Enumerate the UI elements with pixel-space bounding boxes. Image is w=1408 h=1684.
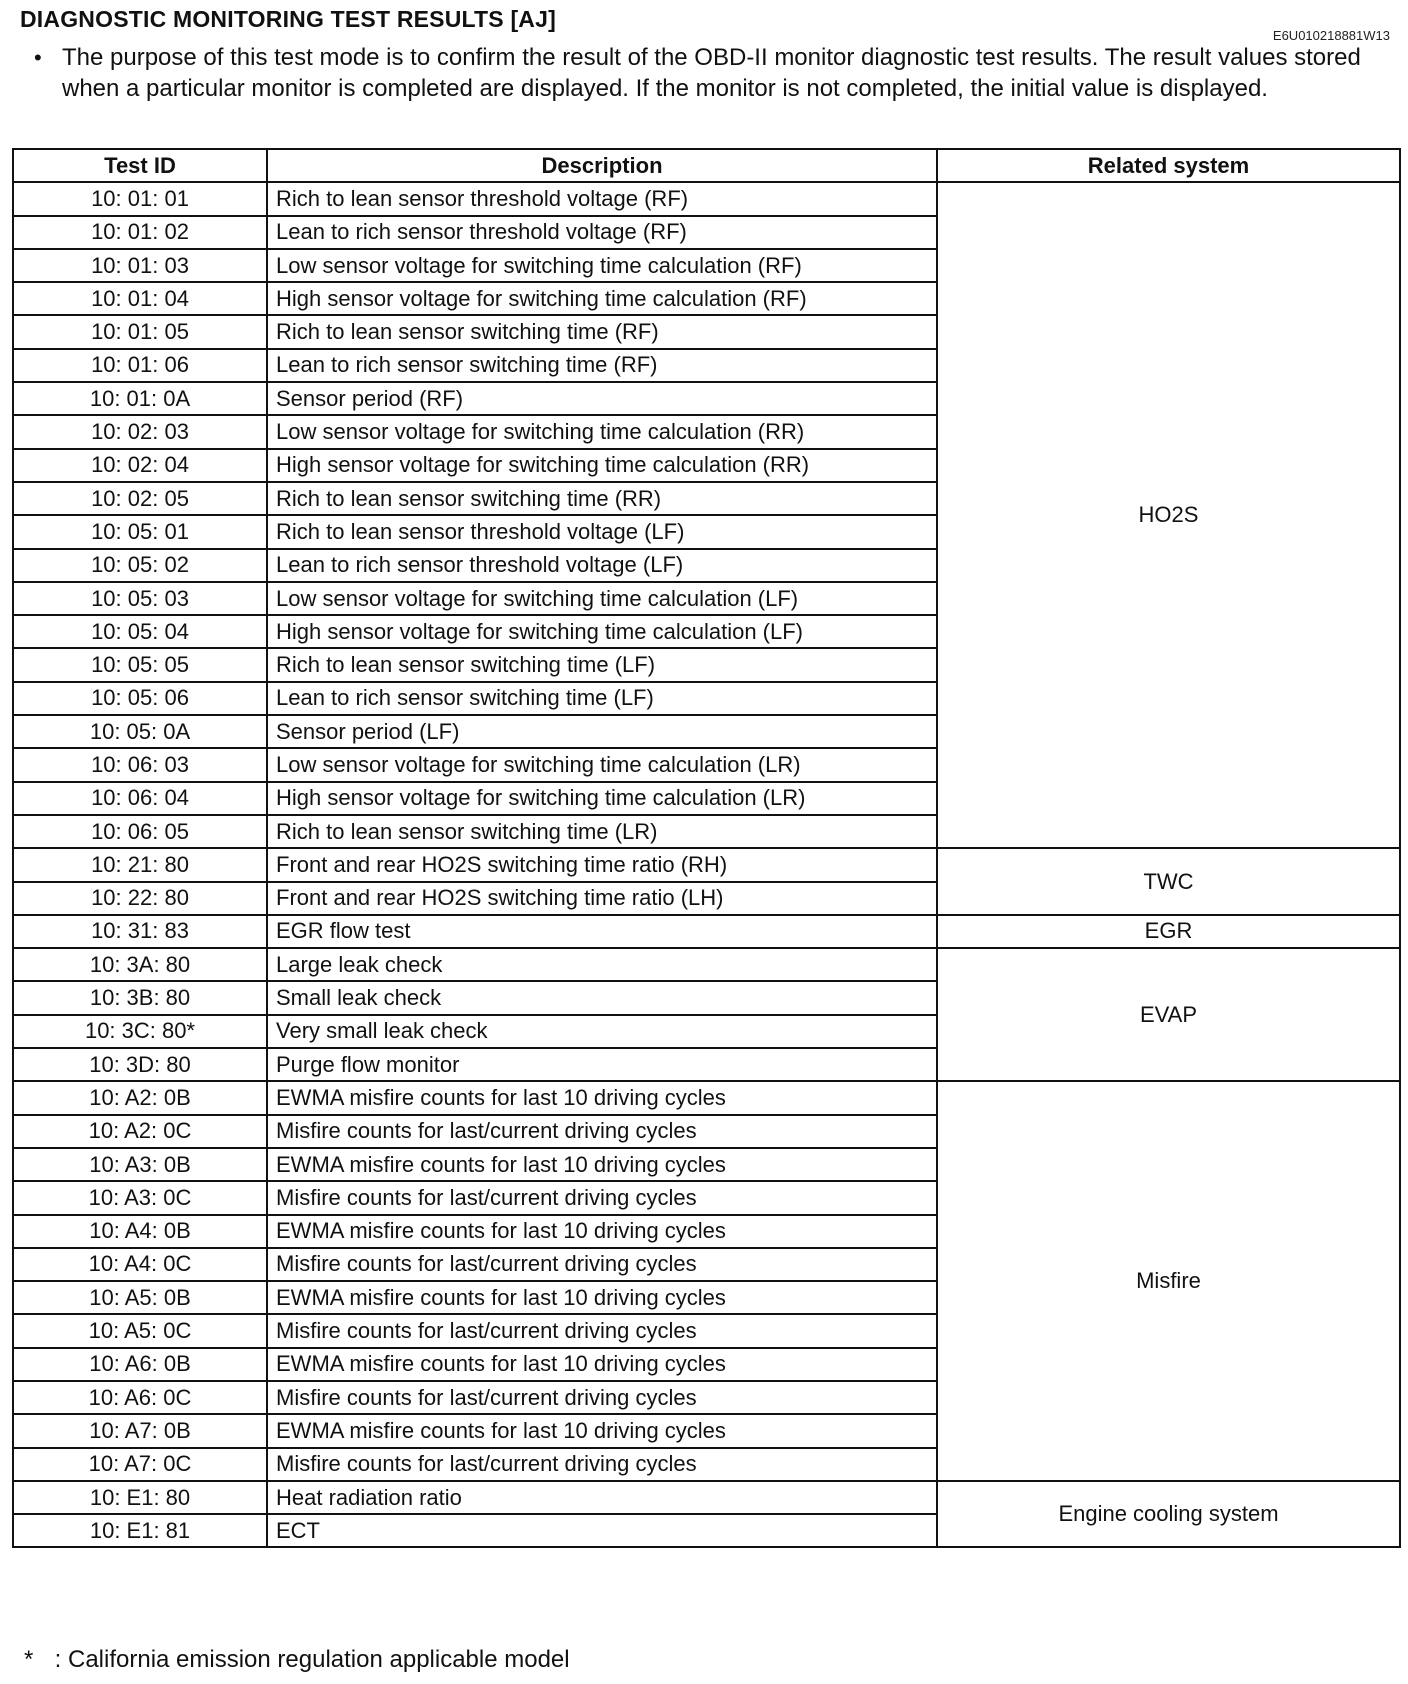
description-cell: Misfire counts for last/current driving cycles [267,1181,937,1214]
table-row [13,1481,1400,1514]
test-id-cell: 10: 31: 83 [13,915,267,948]
page-title: DIAGNOSTIC MONITORING TEST RESULTS [AJ] [20,6,556,32]
footnote-mark: * [24,1646,34,1673]
description-cell: Rich to lean sensor switching time (LR) [267,815,937,848]
related-system-cell: TWC [937,848,1400,915]
description-cell: Rich to lean sensor threshold voltage (LF) [267,515,937,548]
description-cell: Misfire counts for last/current driving cycles [267,1248,937,1281]
test-id-cell: 10: A3: 0C [13,1181,267,1214]
description-cell: EWMA misfire counts for last 10 driving cycles [267,1215,937,1248]
table-row [13,1081,1400,1114]
table-row [13,182,1400,215]
description-cell: EWMA misfire counts for last 10 driving cycles [267,1348,937,1381]
description-cell: EWMA misfire counts for last 10 driving cycles [267,1414,937,1447]
test-id-cell: 10: 05: 01 [13,515,267,548]
related-system-cell: Engine cooling system [937,1481,1400,1548]
test-id-cell: 10: 05: 0A [13,715,267,748]
description-cell: Very small leak check [267,1015,937,1048]
table-row [13,915,1400,948]
footnote [24,1646,570,1674]
test-id-cell: 10: 06: 03 [13,748,267,781]
test-id-cell: 10: 02: 05 [13,482,267,515]
description-cell: Heat radiation ratio [267,1481,937,1514]
test-id-cell: 10: E1: 80 [13,1481,267,1514]
description-cell: EWMA misfire counts for last 10 driving cycles [267,1081,937,1114]
test-id-cell: 10: A4: 0C [13,1248,267,1281]
description-cell: Misfire counts for last/current driving cycles [267,1314,937,1347]
document-id: E6U010218881W13 [1272,28,1390,43]
test-id-cell: 10: 05: 02 [13,549,267,582]
test-id-cell: 10: 05: 04 [13,615,267,648]
footnote-text: California emission regulation applicable model [68,1646,570,1673]
table-row [13,848,1400,881]
test-id-cell: 10: 02: 04 [13,449,267,482]
test-id-cell: 10: 01: 05 [13,315,267,348]
test-id-cell: 10: 01: 02 [13,216,267,249]
intro-text: The purpose of this test mode is to confirm the result of the OBD-II monitor diagnostic test results. The result values stored when a particular monitor is completed are displayed. If the monitor is not completed, the initial value is displayed. [62,44,1361,102]
intro-paragraph [34,42,1386,104]
bullet-icon: • [34,45,42,70]
test-id-cell: 10: 01: 03 [13,249,267,282]
table-body [13,182,1400,1547]
test-id-cell: 10: A4: 0B [13,1215,267,1248]
test-id-cell: 10: 21: 80 [13,848,267,881]
description-cell: Large leak check [267,948,937,981]
test-id-cell: 10: A6: 0B [13,1348,267,1381]
test-id-cell: 10: 22: 80 [13,882,267,915]
description-cell: EWMA misfire counts for last 10 driving cycles [267,1281,937,1314]
description-cell: ECT [267,1514,937,1547]
description-cell: Low sensor voltage for switching time calculation (RF) [267,249,937,282]
description-cell: Lean to rich sensor switching time (RF) [267,349,937,382]
test-id-cell: 10: 05: 06 [13,682,267,715]
header-test-id: Test ID [13,149,267,182]
description-cell: Low sensor voltage for switching time calculation (RR) [267,415,937,448]
test-id-cell: 10: A5: 0C [13,1314,267,1347]
test-id-cell: 10: A2: 0C [13,1115,267,1148]
description-cell: Rich to lean sensor switching time (RR) [267,482,937,515]
description-cell: Front and rear HO2S switching time ratio (LH) [267,882,937,915]
description-cell: Purge flow monitor [267,1048,937,1081]
description-cell: Lean to rich sensor switching time (LF) [267,682,937,715]
description-cell: High sensor voltage for switching time calculation (LR) [267,782,937,815]
test-id-cell: 10: 3B: 80 [13,981,267,1014]
related-system-cell: EGR [937,915,1400,948]
description-cell: Low sensor voltage for switching time calculation (LF) [267,582,937,615]
description-cell: Misfire counts for last/current driving cycles [267,1381,937,1414]
description-cell: Misfire counts for last/current driving cycles [267,1448,937,1481]
test-id-cell: 10: 01: 04 [13,282,267,315]
description-cell: Misfire counts for last/current driving cycles [267,1115,937,1148]
test-id-cell: 10: 3D: 80 [13,1048,267,1081]
description-cell: Low sensor voltage for switching time calculation (LR) [267,748,937,781]
test-results-table [12,148,1401,1548]
test-id-cell: 10: 05: 05 [13,648,267,681]
related-system-cell: Misfire [937,1081,1400,1481]
test-id-cell: 10: 3A: 80 [13,948,267,981]
description-cell: Small leak check [267,981,937,1014]
test-id-cell: 10: 05: 03 [13,582,267,615]
description-cell: Sensor period (LF) [267,715,937,748]
header-related-system: Related system [937,149,1400,182]
test-id-cell: 10: 06: 04 [13,782,267,815]
test-id-cell: 10: A7: 0C [13,1448,267,1481]
description-cell: High sensor voltage for switching time calculation (RR) [267,449,937,482]
test-id-cell: 10: E1: 81 [13,1514,267,1547]
test-id-cell: 10: A3: 0B [13,1148,267,1181]
table-row [13,948,1400,981]
test-id-cell: 10: A7: 0B [13,1414,267,1447]
test-id-cell: 10: 02: 03 [13,415,267,448]
description-cell: EGR flow test [267,915,937,948]
description-cell: High sensor voltage for switching time calculation (RF) [267,282,937,315]
table-header-row [13,149,1400,182]
description-cell: Lean to rich sensor threshold voltage (LF) [267,549,937,582]
test-id-cell: 10: A2: 0B [13,1081,267,1114]
test-id-cell: 10: 3C: 80* [13,1015,267,1048]
related-system-cell: EVAP [937,948,1400,1081]
header-description: Description [267,149,937,182]
description-cell: Lean to rich sensor threshold voltage (RF) [267,216,937,249]
related-system-cell: HO2S [937,182,1400,848]
description-cell: Sensor period (RF) [267,382,937,415]
test-id-cell: 10: 06: 05 [13,815,267,848]
description-cell: High sensor voltage for switching time calculation (LF) [267,615,937,648]
test-id-cell: 10: 01: 01 [13,182,267,215]
description-cell: Rich to lean sensor switching time (LF) [267,648,937,681]
test-id-cell: 10: 01: 0A [13,382,267,415]
test-id-cell: 10: 01: 06 [13,349,267,382]
footnote-separator: : [54,1646,62,1673]
description-cell: Rich to lean sensor switching time (RF) [267,315,937,348]
test-id-cell: 10: A5: 0B [13,1281,267,1314]
description-cell: Rich to lean sensor threshold voltage (RF) [267,182,937,215]
description-cell: EWMA misfire counts for last 10 driving cycles [267,1148,937,1181]
test-id-cell: 10: A6: 0C [13,1381,267,1414]
description-cell: Front and rear HO2S switching time ratio (RH) [267,848,937,881]
